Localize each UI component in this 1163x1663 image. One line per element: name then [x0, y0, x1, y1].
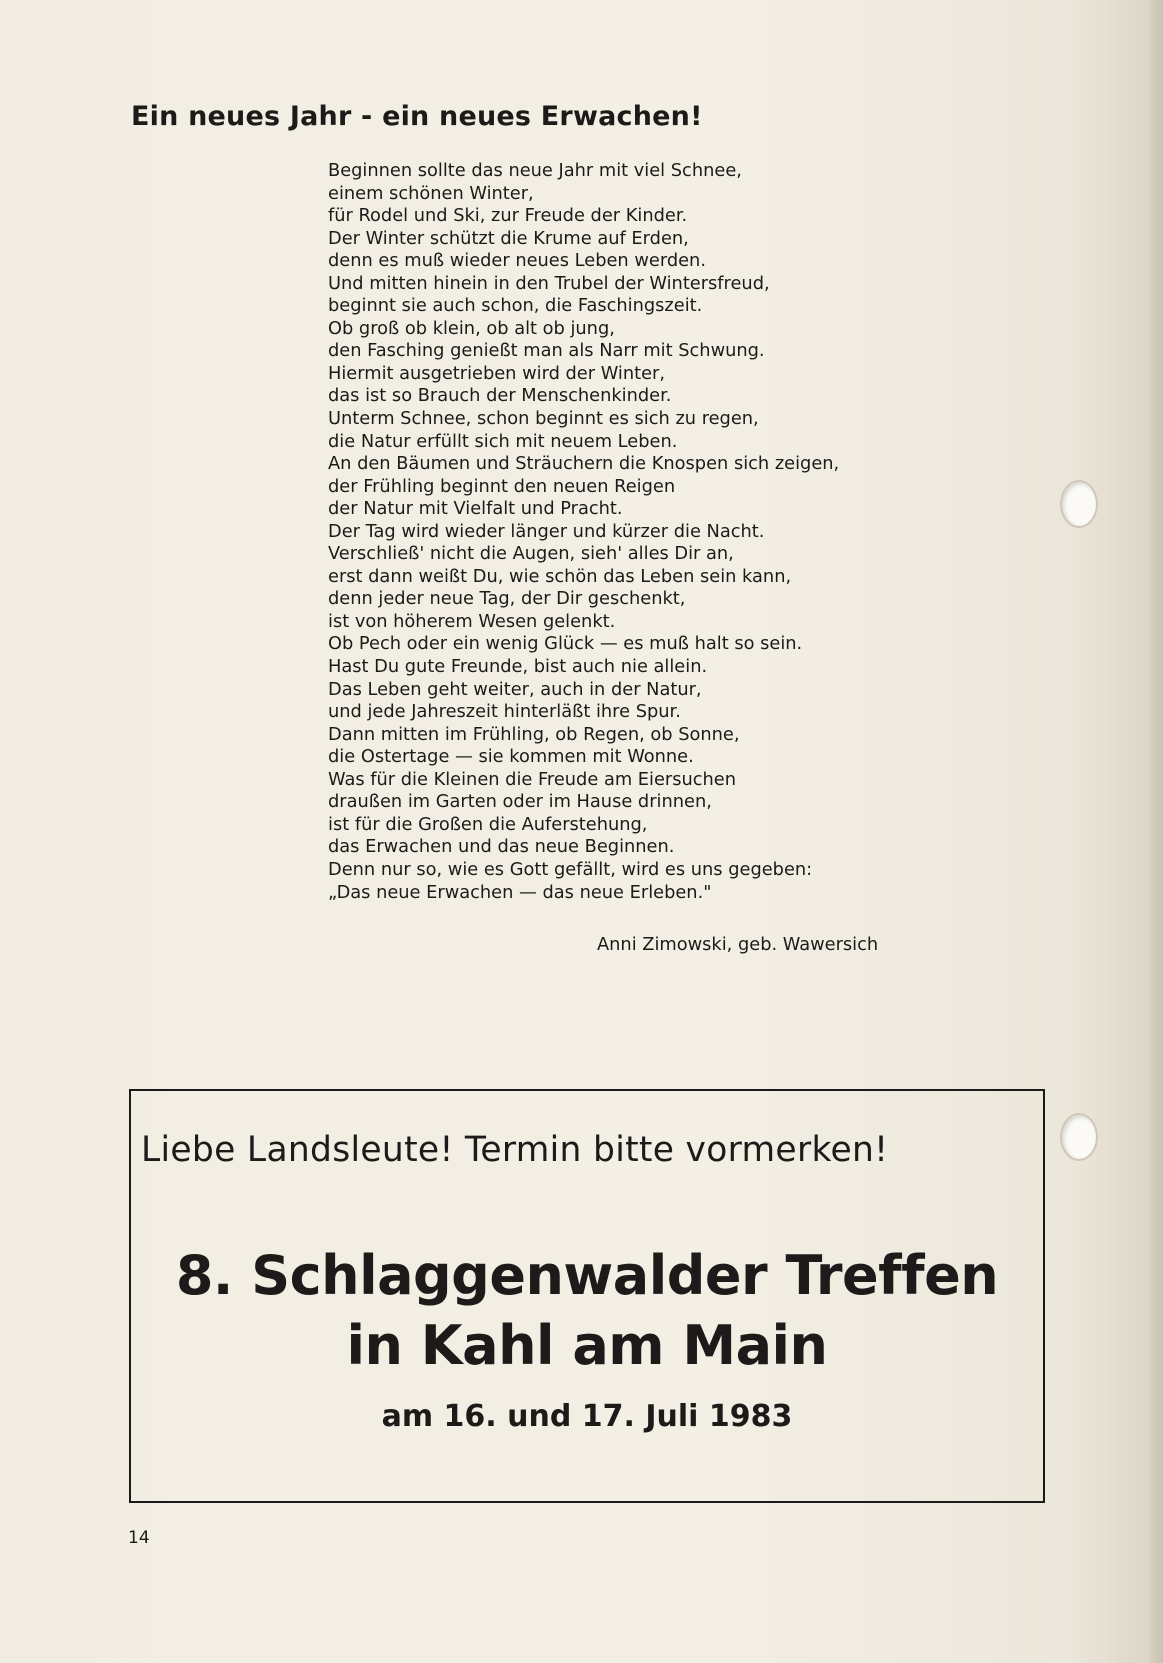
poem-line: Der Tag wird wieder länger und kürzer die Nacht. [328, 520, 765, 542]
announcement-title [131, 1241, 1043, 1381]
poem-line: „Das neue Erwachen — das neue Erleben." [328, 881, 712, 903]
poem-line: Was für die Kleinen die Freude am Eiersuchen [328, 768, 737, 790]
poem-line: ist von höherem Wesen gelenkt. [328, 610, 616, 632]
poem-line: Verschließ' nicht die Augen, sieh' alles Dir an, [328, 543, 734, 565]
poem-line: denn jeder neue Tag, der Dir geschenkt, [328, 588, 686, 610]
poem-line: Und mitten hinein in den Trubel der Wintersfreud, [328, 272, 770, 294]
poem-line: ist für die Großen die Auferstehung, [328, 813, 648, 835]
poem-line: An den Bäumen und Sträuchern die Knospen sich zeigen, [328, 453, 840, 475]
announcement-box [129, 1089, 1045, 1503]
page-number: 14 [128, 1528, 150, 1548]
poem [328, 160, 1028, 904]
poem-line: Ob Pech oder ein wenig Glück — es muß halt so sein. [328, 633, 803, 655]
announcement-title-line: 8. Schlaggenwalder Treffen [175, 1244, 999, 1307]
poem-line: Dann mitten im Frühling, ob Regen, ob Sonne, [328, 723, 740, 745]
poem-line: draußen im Garten oder im Hause drinnen, [328, 791, 712, 813]
poem-line: das Erwachen und das neue Beginnen. [328, 836, 675, 858]
poem-line: Hast Du gute Freunde, bist auch nie allein. [328, 656, 708, 678]
poem-line: der Frühling beginnt den neuen Reigen [328, 475, 676, 497]
poem-line: beginnt sie auch schon, die Faschingszeit. [328, 295, 703, 317]
poem-line: den Fasching genießt man als Narr mit Schwung. [328, 340, 765, 362]
poem-line: Der Winter schützt die Krume auf Erden, [328, 227, 689, 249]
poem-line: und jede Jahreszeit hinterläßt ihre Spur. [328, 701, 681, 723]
poem-line: Denn nur so, wie es Gott gefällt, wird es uns gegeben: [328, 858, 813, 880]
announcement-header: Liebe Landsleute! Termin bitte vormerken! [141, 1130, 889, 1170]
poem-line: Das Leben geht weiter, auch in der Natur, [328, 678, 702, 700]
poem-line: einem schönen Winter, [328, 182, 534, 204]
poem-line: Unterm Schnee, schon beginnt es sich zu regen, [328, 408, 759, 430]
punch-hole [1060, 480, 1098, 528]
poem-line: das ist so Brauch der Menschenkinder. [328, 385, 672, 407]
poem-line: denn es muß wieder neues Leben werden. [328, 250, 706, 272]
poem-author: Anni Zimowski, geb. Wawersich [597, 934, 879, 955]
poem-line: Ob groß ob klein, ob alt ob jung, [328, 317, 615, 339]
poem-line: die Ostertage — sie kommen mit Wonne. [328, 746, 694, 768]
page-edge [1149, 0, 1163, 1663]
poem-line: Beginnen sollte das neue Jahr mit viel Schnee, [328, 160, 742, 181]
announcement-title-line: in Kahl am Main [346, 1314, 828, 1377]
punch-hole [1060, 1113, 1098, 1161]
poem-line: die Natur erfüllt sich mit neuem Leben. [328, 430, 678, 452]
poem-line: erst dann weißt Du, wie schön das Leben sein kann, [328, 565, 792, 587]
poem-line: für Rodel und Ski, zur Freude der Kinder. [328, 205, 688, 227]
announcement-date: am 16. und 17. Juli 1983 [381, 1399, 793, 1434]
poem-line: der Natur mit Vielfalt und Pracht. [328, 498, 623, 520]
poem-line: Hiermit ausgetrieben wird der Winter, [328, 362, 665, 384]
article-title: Ein neues Jahr - ein neues Erwachen! [131, 101, 703, 132]
